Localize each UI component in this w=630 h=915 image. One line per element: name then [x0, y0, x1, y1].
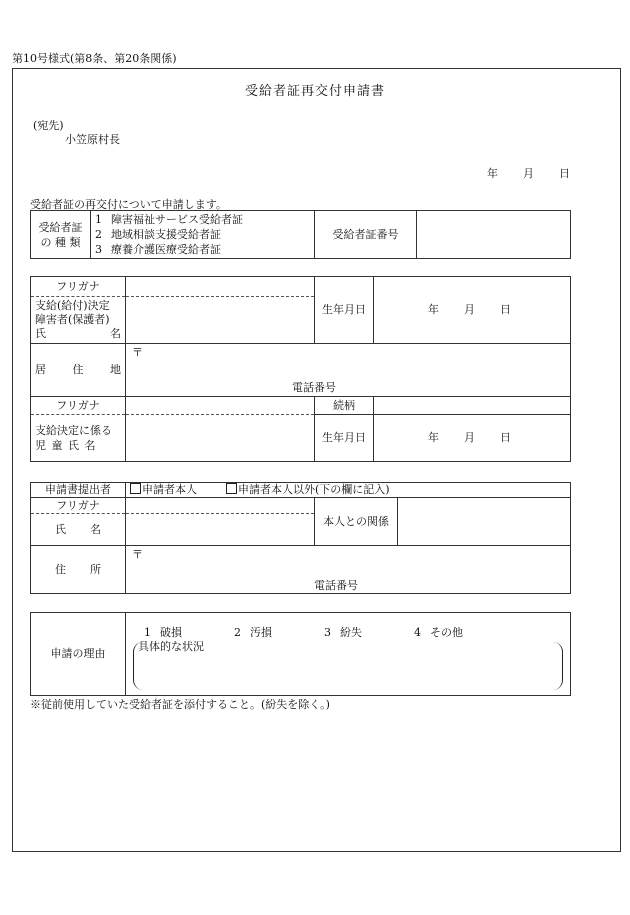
applicant-dob-label: 生年月日	[315, 277, 374, 344]
attachment-note: ※従前使用していた受給者証を添付すること。(紛失を除く。)	[30, 698, 330, 711]
reason-option-3[interactable]: 3 紛失	[324, 626, 362, 639]
child-furigana-field[interactable]	[126, 397, 315, 415]
submitter-relation-label: 本人との関係	[315, 498, 398, 546]
applicant-furigana-label: フリガナ	[31, 277, 126, 297]
submitter-furigana-label: フリガナ	[31, 498, 126, 514]
checkbox-icon[interactable]	[130, 483, 141, 494]
application-date[interactable]	[487, 167, 570, 181]
submitter-address-field[interactable]	[126, 546, 571, 594]
certificate-option-1[interactable]: 1 障害福祉サービス受給者証	[95, 213, 243, 226]
child-furigana-label: フリガナ	[31, 397, 126, 415]
child-relation-label: 続柄	[315, 397, 374, 415]
certificate-number-field[interactable]	[417, 211, 571, 259]
reason-option-4[interactable]: 4 その他	[414, 626, 463, 639]
submitter-address-label: 住 所	[31, 546, 126, 594]
request-statement: 受給者証の再交付について申請します。	[30, 198, 227, 211]
submitter-furigana-field[interactable]	[126, 498, 315, 514]
certificate-type-table	[30, 210, 571, 259]
submitter-relation-field[interactable]	[398, 498, 571, 546]
reason-option-1[interactable]: 1 破損	[144, 626, 182, 639]
certificate-type-options[interactable]	[91, 211, 315, 259]
addressee-label: (宛先)	[33, 119, 64, 132]
child-relation-field[interactable]	[374, 397, 571, 415]
submitter-name-label: 氏 名	[31, 514, 126, 546]
certificate-option-3[interactable]: 3 療養介護医療受給者証	[95, 243, 221, 256]
certificate-type-label: 受給者証 の 種 類	[31, 211, 91, 259]
applicant-table	[30, 276, 571, 462]
reason-detail-field[interactable]	[133, 642, 563, 690]
form-number: 第10号様式(第8条、第20条関係)	[12, 52, 177, 65]
applicant-furigana-field[interactable]	[126, 277, 315, 297]
submitter-table	[30, 482, 571, 594]
applicant-address-field[interactable]	[126, 344, 571, 397]
submitter-name-field[interactable]	[126, 514, 315, 546]
child-dob-field[interactable]: 年 月 日	[374, 415, 571, 462]
postal-mark: 〒	[132, 548, 143, 561]
date-day: 日	[559, 167, 570, 180]
child-name-field[interactable]	[126, 415, 315, 462]
date-month: 月	[523, 167, 534, 180]
document-title: 受給者証再交付申請書	[244, 84, 385, 99]
reason-detail-label: 具体的な状況	[138, 640, 204, 653]
checkbox-self[interactable]: 申請者本人	[130, 483, 197, 496]
date-year: 年	[487, 167, 498, 180]
addressee-name: 小笠原村長	[65, 133, 120, 146]
applicant-name-label: 支給(給付)決定 障害者(保護者) 氏 名	[31, 297, 126, 344]
postal-mark: 〒	[132, 346, 143, 359]
reason-option-2[interactable]: 2 汚損	[234, 626, 272, 639]
certificate-option-2[interactable]: 2 地域相談支援受給者証	[95, 228, 221, 241]
checkbox-other[interactable]: 申請者本人以外(下の欄に記入)	[226, 483, 390, 496]
applicant-address-label: 居 住 地	[31, 344, 126, 397]
checkbox-icon[interactable]	[226, 483, 237, 494]
applicant-name-field[interactable]	[126, 297, 315, 344]
submitter-options	[126, 483, 571, 498]
child-name-label: 支給決定に係る 児 童 氏 名	[31, 415, 126, 462]
child-dob-label: 生年月日	[315, 415, 374, 462]
applicant-dob-field[interactable]: 年 月 日	[374, 277, 571, 344]
submitter-phone-label: 電話番号	[314, 579, 358, 593]
applicant-phone-label: 電話番号	[292, 381, 336, 395]
certificate-number-label: 受給者証番号	[315, 211, 417, 259]
submitter-label: 申請書提出者	[31, 483, 126, 498]
reason-label: 申請の理由	[31, 613, 126, 696]
